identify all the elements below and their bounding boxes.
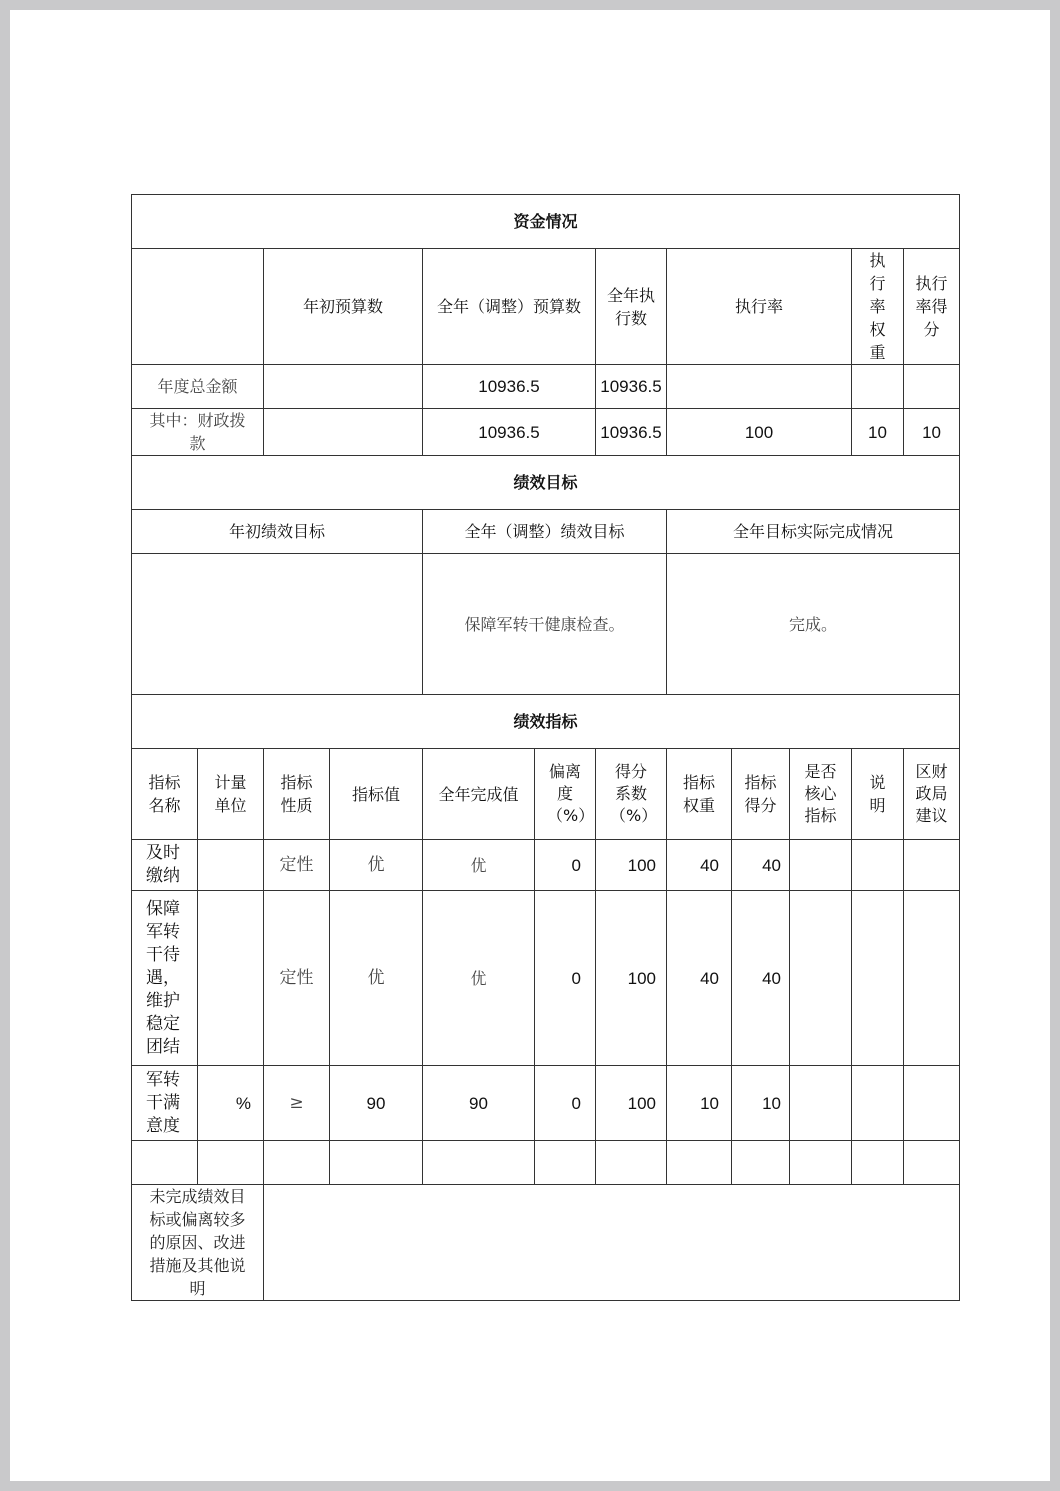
ind-header-core: 是否核心指标 <box>790 749 852 840</box>
ind-header-score: 指标得分 <box>732 749 790 840</box>
ind-nature: ≥ <box>264 1066 330 1141</box>
remarks-value <box>264 1185 960 1301</box>
remarks-label: 未完成绩效目标或偏离较多的原因、改进措施及其他说明 <box>132 1185 264 1301</box>
ind-unit <box>198 1141 264 1185</box>
goals-header-adjusted: 全年（调整）绩效目标 <box>423 510 667 554</box>
ind-nature: 定性 <box>264 840 330 891</box>
ind-header-weight: 指标权重 <box>667 749 732 840</box>
ind-actual <box>423 1141 535 1185</box>
funds-cell-rate: 100 <box>667 409 852 456</box>
funds-cell-score: 10 <box>904 409 960 456</box>
ind-name <box>132 1141 198 1185</box>
ind-advice <box>904 1066 960 1141</box>
ind-weight: 40 <box>667 840 732 891</box>
ind-deviation: 0 <box>535 840 596 891</box>
funds-header-row <box>132 249 960 365</box>
document-page <box>10 10 1050 1481</box>
ind-target: 优 <box>330 891 423 1066</box>
funds-cell-rate <box>667 365 852 409</box>
performance-report-table <box>131 194 960 1301</box>
ind-header-note: 说明 <box>852 749 904 840</box>
ind-advice <box>904 891 960 1066</box>
funds-cell-executed: 10936.5 <box>596 409 667 456</box>
indicators-header-row <box>132 749 960 840</box>
ind-coef: 100 <box>596 840 667 891</box>
ind-actual: 优 <box>423 840 535 891</box>
ind-deviation: 0 <box>535 891 596 1066</box>
ind-header-name: 指标名称 <box>132 749 198 840</box>
ind-advice <box>904 840 960 891</box>
funds-cell-score <box>904 365 960 409</box>
goals-adjusted-value: 保障军转干健康检查。 <box>423 554 667 695</box>
ind-weight: 40 <box>667 891 732 1066</box>
goals-header-initial: 年初绩效目标 <box>132 510 423 554</box>
ind-header-advice: 区财政局建议 <box>904 749 960 840</box>
ind-core <box>790 1141 852 1185</box>
ind-score: 10 <box>732 1066 790 1141</box>
funds-cell-adjusted: 10936.5 <box>423 409 596 456</box>
ind-core <box>790 1066 852 1141</box>
ind-name: 保障军转干待遇，维护稳定团结 <box>132 891 198 1066</box>
funds-row-label: 其中：财政拨款 <box>132 409 264 456</box>
funds-row-total <box>132 365 960 409</box>
funds-row-fiscal <box>132 409 960 456</box>
ind-advice <box>904 1141 960 1185</box>
ind-note <box>852 1066 904 1141</box>
ind-score: 40 <box>732 891 790 1066</box>
ind-actual: 优 <box>423 891 535 1066</box>
table-row <box>132 891 960 1066</box>
funds-cell-adjusted: 10936.5 <box>423 365 596 409</box>
funds-header-blank <box>132 249 264 365</box>
ind-header-actual: 全年完成值 <box>423 749 535 840</box>
funds-cell-initial <box>264 365 423 409</box>
ind-coef <box>596 1141 667 1185</box>
ind-header-nature: 指标性质 <box>264 749 330 840</box>
goals-section-title: 绩效目标 <box>132 456 960 510</box>
ind-unit <box>198 891 264 1066</box>
ind-coef: 100 <box>596 1066 667 1141</box>
funds-cell-initial <box>264 409 423 456</box>
indicators-section-title: 绩效指标 <box>132 695 960 749</box>
ind-weight <box>667 1141 732 1185</box>
ind-note <box>852 1141 904 1185</box>
funds-row-label: 年度总金额 <box>132 365 264 409</box>
funds-header-score: 执行率得分 <box>904 249 960 365</box>
ind-header-unit: 计量单位 <box>198 749 264 840</box>
ind-deviation <box>535 1141 596 1185</box>
ind-target: 90 <box>330 1066 423 1141</box>
ind-header-coef: 得分系数（%） <box>596 749 667 840</box>
ind-nature <box>264 1141 330 1185</box>
ind-header-target: 指标值 <box>330 749 423 840</box>
ind-note <box>852 840 904 891</box>
funds-header-weight: 执行率权重 <box>852 249 904 365</box>
ind-unit: % <box>198 1066 264 1141</box>
ind-coef: 100 <box>596 891 667 1066</box>
goals-content-row <box>132 554 960 695</box>
ind-deviation: 0 <box>535 1066 596 1141</box>
goals-initial-value <box>132 554 423 695</box>
goals-header-row <box>132 510 960 554</box>
funds-header-initial: 年初预算数 <box>264 249 423 365</box>
goals-header-actual: 全年目标实际完成情况 <box>667 510 960 554</box>
ind-actual: 90 <box>423 1066 535 1141</box>
ind-target <box>330 1141 423 1185</box>
funds-cell-weight: 10 <box>852 409 904 456</box>
ind-weight: 10 <box>667 1066 732 1141</box>
ind-name: 军转干满意度 <box>132 1066 198 1141</box>
goals-actual-value: 完成。 <box>667 554 960 695</box>
ind-score: 40 <box>732 840 790 891</box>
ind-target: 优 <box>330 840 423 891</box>
ind-core <box>790 891 852 1066</box>
funds-cell-executed: 10936.5 <box>596 365 667 409</box>
funds-section-title: 资金情况 <box>132 195 960 249</box>
funds-header-executed: 全年执行数 <box>596 249 667 365</box>
ind-unit <box>198 840 264 891</box>
funds-header-adjusted: 全年（调整）预算数 <box>423 249 596 365</box>
ind-note <box>852 891 904 1066</box>
ind-nature: 定性 <box>264 891 330 1066</box>
remarks-row <box>132 1185 960 1301</box>
ind-core <box>790 840 852 891</box>
table-row <box>132 840 960 891</box>
ind-header-deviation: 偏离度（%） <box>535 749 596 840</box>
table-row <box>132 1141 960 1185</box>
ind-score <box>732 1141 790 1185</box>
ind-name: 及时缴纳 <box>132 840 198 891</box>
funds-cell-weight <box>852 365 904 409</box>
funds-header-rate: 执行率 <box>667 249 852 365</box>
table-row <box>132 1066 960 1141</box>
